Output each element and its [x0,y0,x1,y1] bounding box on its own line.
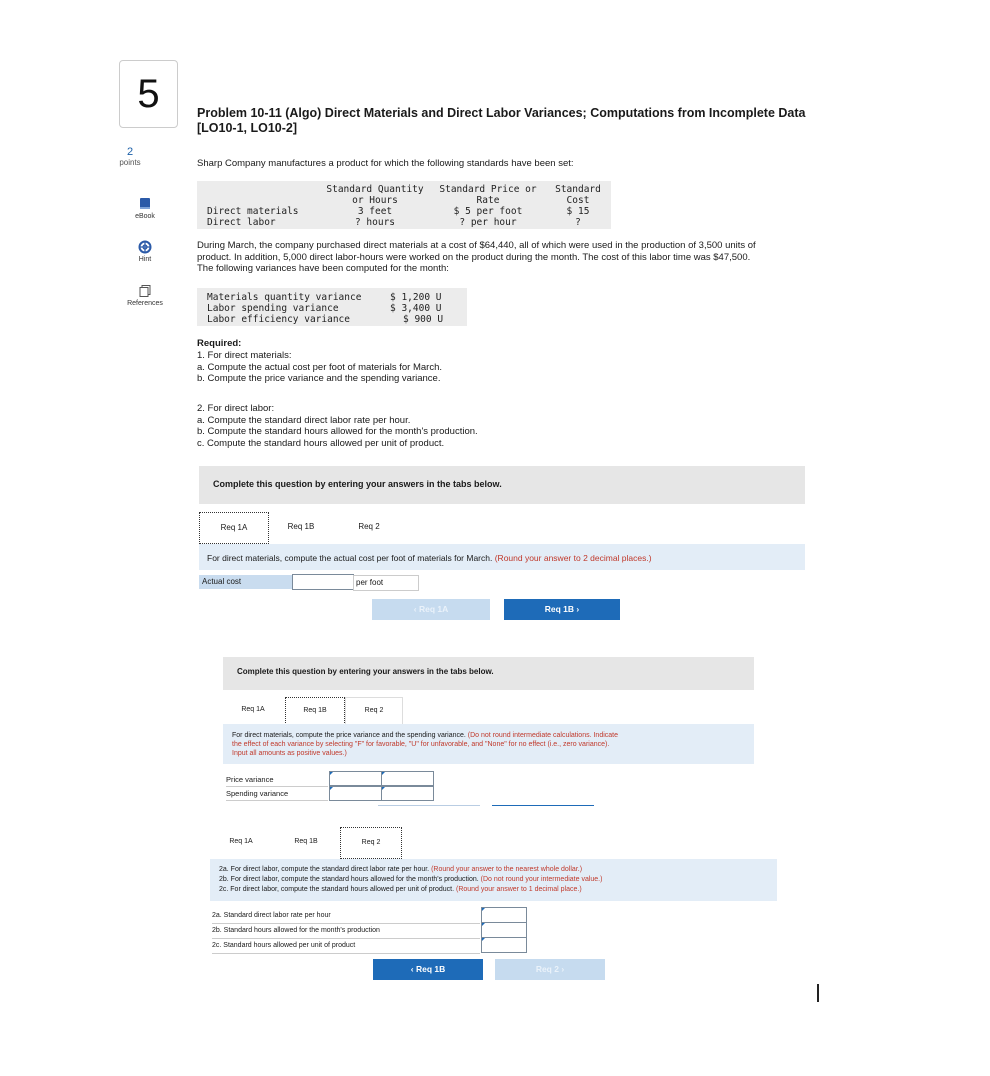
panel3-instruction [219,865,774,895]
price-variance-effect-select[interactable] [381,771,434,786]
required-1a: a. Compute the actual cost per foot of materials for March. [197,361,443,373]
panel2-tab-req2[interactable]: Req 2 [345,697,403,725]
row-materials-label: Direct materials [207,206,299,217]
panel1-next-label: Req 1B [544,604,575,614]
sidebar-hint-label: Hint [138,256,152,263]
panel3-line-a: 2a. For direct labor, compute the standard direct labor rate per hour. [219,866,430,873]
paragraph-line-2: product. In addition, 5,000 direct labor-hours were worked on the product during the month. The cost of this labor time was $47,500. [197,251,751,263]
points-value: 2 [126,146,134,158]
required-2a: a. Compute the standard direct labor rate per hour. [197,414,411,426]
panel3-line-b: 2b. For direct labor, compute the standard hours allowed for the month's production. [219,876,479,883]
row-labor-price: ? per hour [459,217,517,228]
panel1-tab-req1a[interactable]: Req 1A [199,512,269,544]
paragraph-line-1: During March, the company purchased direct materials at a cost of $64,440, all of which were used in the production of 3,500 units of [197,240,756,251]
required-1: 1. For direct materials: [197,350,292,361]
copy-icon [138,284,152,298]
sidebar-references[interactable] [115,284,175,307]
row-materials-qty: 3 feet [357,206,393,217]
variance-label-1: Materials quantity variance [207,292,362,303]
row-materials-cost: $ 15 [566,206,590,217]
spending-variance-label: Spending variance [226,787,328,801]
chevron-left-icon: ‹ [410,964,414,974]
panel3-prev-button[interactable] [373,959,483,980]
panel3-tab-req1a[interactable]: Req 1A [229,838,253,845]
variance-value-3: $ 900 U [403,314,444,325]
input-flag-icon [330,787,333,790]
required-1b: b. Compute the price variance and the spending variance. [197,373,441,384]
required-2c: c. Compute the standard hours allowed per unit of product. [197,437,445,449]
sidebar-hint[interactable] [115,240,175,263]
panel2-instruction-red-1: (Do not round intermediate calculations. Indicate [467,732,618,739]
spending-variance-amount-input[interactable] [329,786,382,801]
variance-value-1: $ 1,200 U [390,292,442,303]
standard-hours-unit-label: 2c. Standard hours allowed per unit of product [212,939,480,954]
panel2-instruction-red-3: Input all amounts as positive values.) [232,750,347,757]
input-flag-icon [482,908,485,911]
problem-paragraph [197,240,887,275]
panel3-prev-label: Req 1B [415,964,446,974]
panel2-instruction [232,731,752,758]
chevron-right-icon: › [561,964,565,974]
panel3-line-c: 2c. For direct labor, compute the standard hours allowed per unit of product. [219,886,455,893]
chevron-left-icon: ‹ [413,604,417,614]
problem-intro: Sharp Company manufactures a product for which the following standards have been set: [197,158,574,169]
panel1-instruction-red: (Round your answer to 2 decimal places.) [494,553,652,563]
panel1-row-unit: per foot [353,575,419,591]
panel1-tab-req1b[interactable]: Req 1B [287,522,315,531]
header-price-line-1: Standard Price or [439,184,537,195]
required-2b: b. Compute the standard hours allowed for the month's production. [197,426,478,437]
chevron-right-icon: › [576,604,580,614]
panel3-next-button[interactable] [495,959,605,980]
panel3-tab-req1b[interactable]: Req 1B [294,838,318,845]
row-labor-cost: ? [575,217,581,228]
panel2-prev-button-edge[interactable] [378,805,480,806]
standard-hours-month-label: 2b. Standard hours allowed for the month's production [212,924,480,939]
header-cost [549,184,607,206]
panel1-instruction [207,553,652,563]
input-flag-icon [482,923,485,926]
text-cursor [817,984,819,1002]
problem-title [197,106,877,136]
header-cost-line-2: Cost [566,195,590,206]
panel3-line-c-red: (Round your answer to 1 decimal place.) [455,886,582,893]
panel2-tab-req1a[interactable]: Req 1A [241,706,265,713]
panel3-line-a-red: (Round your answer to the nearest whole dollar.) [431,866,583,873]
variance-label-3: Labor efficiency variance [207,314,350,325]
required-part1 [197,350,442,385]
standard-hours-unit-input[interactable] [481,937,527,953]
header-qty-line-1: Standard Quantity [326,184,424,195]
panel2-instruction-text: For direct materials, compute the price variance and the spending variance. [232,732,466,739]
variance-label-2: Labor spending variance [207,303,339,314]
title-line-2: [LO10-1, LO10-2] [197,121,298,135]
panel3-next-label: Req 2 [535,964,559,974]
spending-variance-effect-select[interactable] [381,786,434,801]
panel1-instruction-text: For direct materials, compute the actual cost per foot of materials for March. [207,553,493,563]
sidebar-ebook[interactable] [115,197,175,220]
panel1-prev-label: Req 1A [418,604,449,614]
labor-rate-input[interactable] [481,907,527,923]
price-variance-amount-input[interactable] [329,771,382,786]
panel2-complete-text: Complete this question by entering your answers in the tabs below. [237,667,494,676]
lifebuoy-icon [138,240,152,254]
required-part2 [197,403,478,449]
panel1-next-button[interactable] [504,599,620,620]
header-price [433,184,543,206]
required-heading: Required: [197,338,242,349]
price-variance-label: Price variance [226,773,328,787]
panel1-tab-req2[interactable]: Req 2 [358,522,380,531]
row-materials-price: $ 5 per foot [453,206,523,217]
book-icon [138,197,152,211]
variance-value-2: $ 3,400 U [390,303,442,314]
actual-cost-input[interactable] [292,574,354,590]
input-flag-icon [482,938,485,941]
question-number: 5 [119,60,178,128]
required-2: 2. For direct labor: [197,403,275,414]
row-labor-qty: ? hours [354,217,396,228]
panel3-line-b-red: (Do not round your intermediate value.) [480,876,603,883]
title-line-1: Problem 10-11 (Algo) Direct Materials and Direct Labor Variances; Computations from Incomplete Data [197,106,806,120]
panel2-tab-req1b[interactable]: Req 1B [285,697,345,725]
header-price-line-2: Rate [476,195,500,206]
panel1-row-label: Actual cost [199,575,295,589]
points-label: points [119,158,141,167]
panel2-next-button-edge[interactable] [492,805,594,806]
standard-hours-month-input[interactable] [481,922,527,938]
row-labor-label: Direct labor [207,217,276,228]
sidebar-ebook-label: eBook [135,213,155,220]
panel3-tab-req2[interactable]: Req 2 [340,827,402,859]
header-cost-line-1: Standard [555,184,601,195]
header-qty [325,184,425,206]
header-qty-line-2: or Hours [352,195,398,206]
panel1-complete-text: Complete this question by entering your answers in the tabs below. [213,479,502,489]
input-flag-icon [330,772,333,775]
input-flag-icon [382,772,385,775]
paragraph-line-3: The following variances have been computed for the month: [197,263,449,274]
panel2-instruction-red-2: the effect of each variance by selecting "F" for favorable, "U" for unfavorable, and "None" for no effect (i.e., zero variance). [232,741,610,748]
input-flag-icon [382,787,385,790]
sidebar-references-label: References [127,300,163,307]
labor-rate-label: 2a. Standard direct labor rate per hour [212,909,480,924]
panel1-prev-button[interactable] [372,599,490,620]
